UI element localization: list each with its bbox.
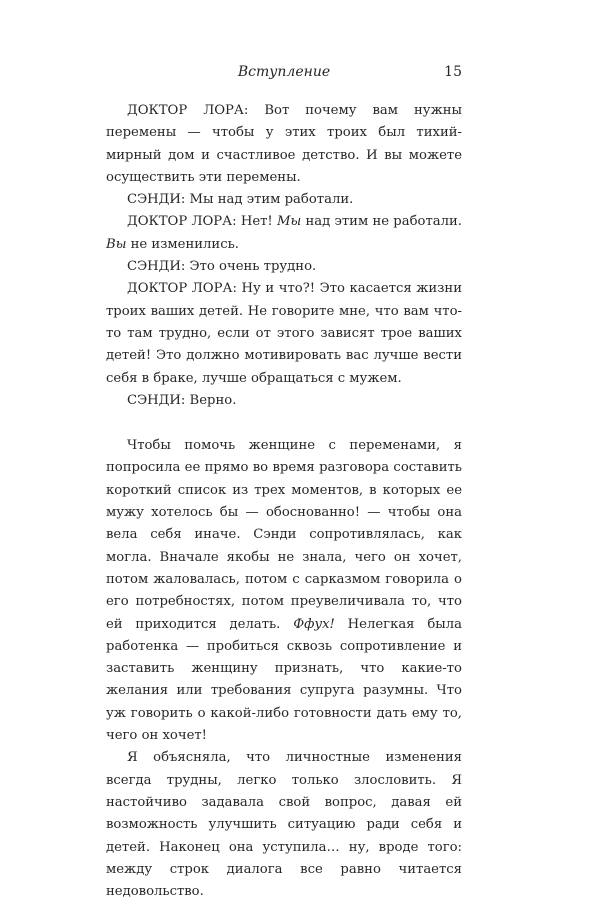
dialogue-line	[106, 390, 462, 412]
narrative-section	[106, 435, 462, 903]
dialogue-line	[106, 189, 462, 211]
text-run: ДОКТОР ЛОРА: Нет!	[127, 214, 277, 230]
body-text	[106, 100, 462, 903]
text-run: Нелегкая была работенка — пробиться сквозь сопротивление и заставить женщину признать, что какие-то желания или требования супруга разумны. Что уж говорить о какой-либо готовности дать ему то, чего он хочет!	[106, 616, 462, 744]
dialogue-line	[106, 211, 462, 256]
paragraph	[106, 747, 462, 903]
paragraph	[106, 435, 462, 747]
text-run: над этим не работали.	[301, 214, 462, 230]
text-run: СЭНДИ: Это очень трудно.	[127, 259, 317, 275]
text-run: не изменились.	[126, 236, 239, 252]
text-run: СЭНДИ: Мы над этим работали.	[127, 192, 354, 208]
text-run: ДОКТОР ЛОРА: Вот почему вам нужны перемены — чтобы у этих троих был тихий-мирный дом и счастливое детство. И вы можете осуществить эти перемены.	[106, 103, 462, 185]
text-run: ДОКТОР ЛОРА: Ну и что?! Это касается жизни троих ваших детей. Не говорите мне, что вам что-то там трудно, если от этого зависят трое ваших детей! Это должно мотивировать вас лучше вести себя в браке, лучше обращаться с мужем.	[106, 281, 462, 386]
dialogue-line	[106, 278, 462, 389]
dialogue-line	[106, 256, 462, 278]
text-run: Чтобы помочь женщине с переменами, я попросила ее прямо во время разговора составить короткий список из трех моментов, в которых ее мужу хотелось бы — обоснованно! — чтобы она вела себя иначе. Сэнди сопротивлялась, как могла. Вначале якобы не знала, чего он хочет, потом жаловалась, потом с сарказмом говорила о его потребностях, потом преувеличивала то, что ей приходится делать.	[106, 438, 462, 632]
emphasis-text: Мы	[276, 214, 302, 230]
emphasis-text: Ффух!	[293, 616, 335, 632]
page-number: 15	[444, 64, 462, 80]
chapter-title: Вступление	[237, 64, 331, 80]
section-gap	[106, 412, 462, 435]
emphasis-text: Вы	[106, 236, 127, 252]
dialogue-section	[106, 100, 462, 412]
dialogue-line	[106, 100, 462, 189]
text-run: Я объясняла, что личностные изменения всегда трудны, легко только злословить. Я настойчиво задавала свой вопрос, давая ей возможность улучшить ситуацию ради себя и детей. Наконец она уступила… ну, вроде того: между строк диалога все равно читается недовольство.	[106, 750, 462, 900]
running-header	[106, 64, 462, 86]
text-run: СЭНДИ: Верно.	[127, 392, 237, 408]
